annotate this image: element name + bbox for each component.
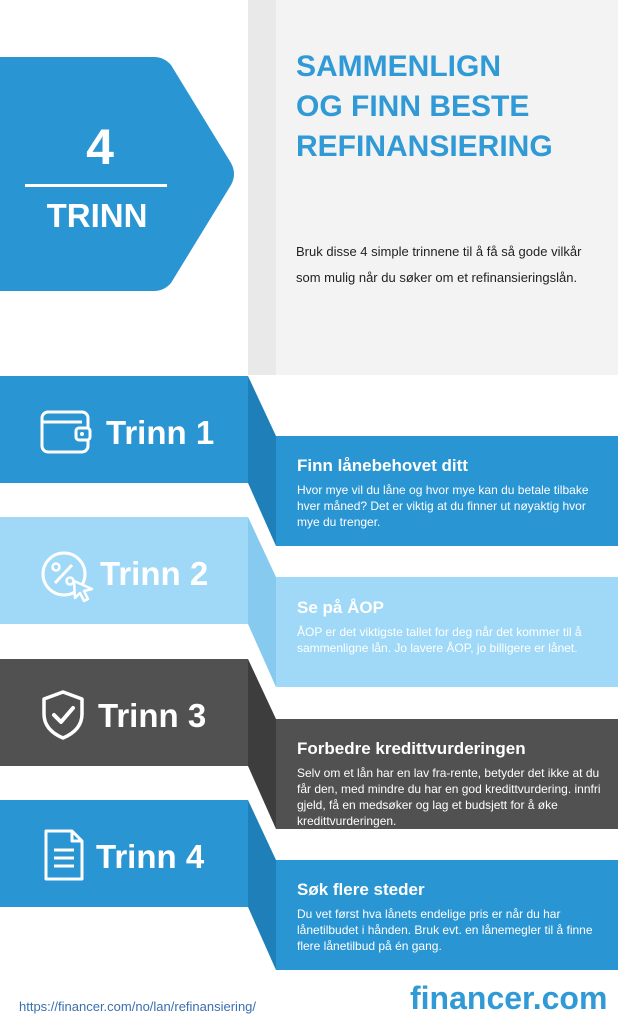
step-2-heading: Se på ÅOP (297, 598, 384, 617)
title-line-2: OG FINN BESTE (296, 90, 530, 123)
step-4-heading: Søk flere steder (297, 880, 425, 899)
source-url[interactable]: https://financer.com/no/lan/refinansiering/ (19, 999, 257, 1014)
step-2-text: ÅOP er det viktigste tallet for deg når det kommer til å sammenligne lån. Jo lavere ÅOP, jo billigere er lånet. (297, 625, 582, 655)
badge-word: TRINN (46, 197, 148, 234)
intro-text: Bruk disse 4 simple trinnene til å få så gode vilkår som mulig når du søker om et refinansieringslån. (296, 244, 582, 285)
header-divider-strip (248, 0, 276, 375)
step-1-heading: Finn lånebehovet ditt (297, 456, 468, 475)
title-line-1: SAMMENLIGN (296, 50, 501, 83)
step-4-connector (248, 800, 278, 970)
step-1-text: Hvor mye vil du låne og hvor mye kan du betale tilbake hver måned? Det er viktig at du finner ut nøyaktig hvor mye du trenger. (297, 483, 589, 529)
page-title (296, 47, 596, 167)
step-3-text: Selv om et lån har en lav fra-rente, betyder det ikke at du får den, med mindre du har en god kredittvurdering. innfri gjeld, få en medsøker og lag et budsjett for å øke kredittvurderingen. (297, 766, 601, 828)
shield-check-icon (36, 688, 90, 742)
badge-divider (25, 184, 167, 187)
step-3-label: Trinn 3 (98, 697, 207, 734)
title-line-3: REFINANSIERING (296, 130, 553, 163)
step-4-label: Trinn 4 (96, 838, 205, 875)
percent-search-icon (40, 549, 94, 603)
badge-number: 4 (86, 119, 114, 175)
document-icon (36, 828, 90, 882)
wallet-icon (38, 406, 92, 460)
brand-logo: financer.com (410, 980, 608, 1016)
step-1-label: Trinn 1 (106, 414, 215, 451)
step-2-label: Trinn 2 (100, 555, 209, 592)
step-3-heading: Forbedre kredittvurderingen (297, 739, 526, 758)
step-4-text: Du vet først hva lånets endelige pris er når du har lånetilbudet i hånden. Bruk evt. en lånemegler til å finne flere lånetilbud på én gang. (297, 907, 593, 953)
